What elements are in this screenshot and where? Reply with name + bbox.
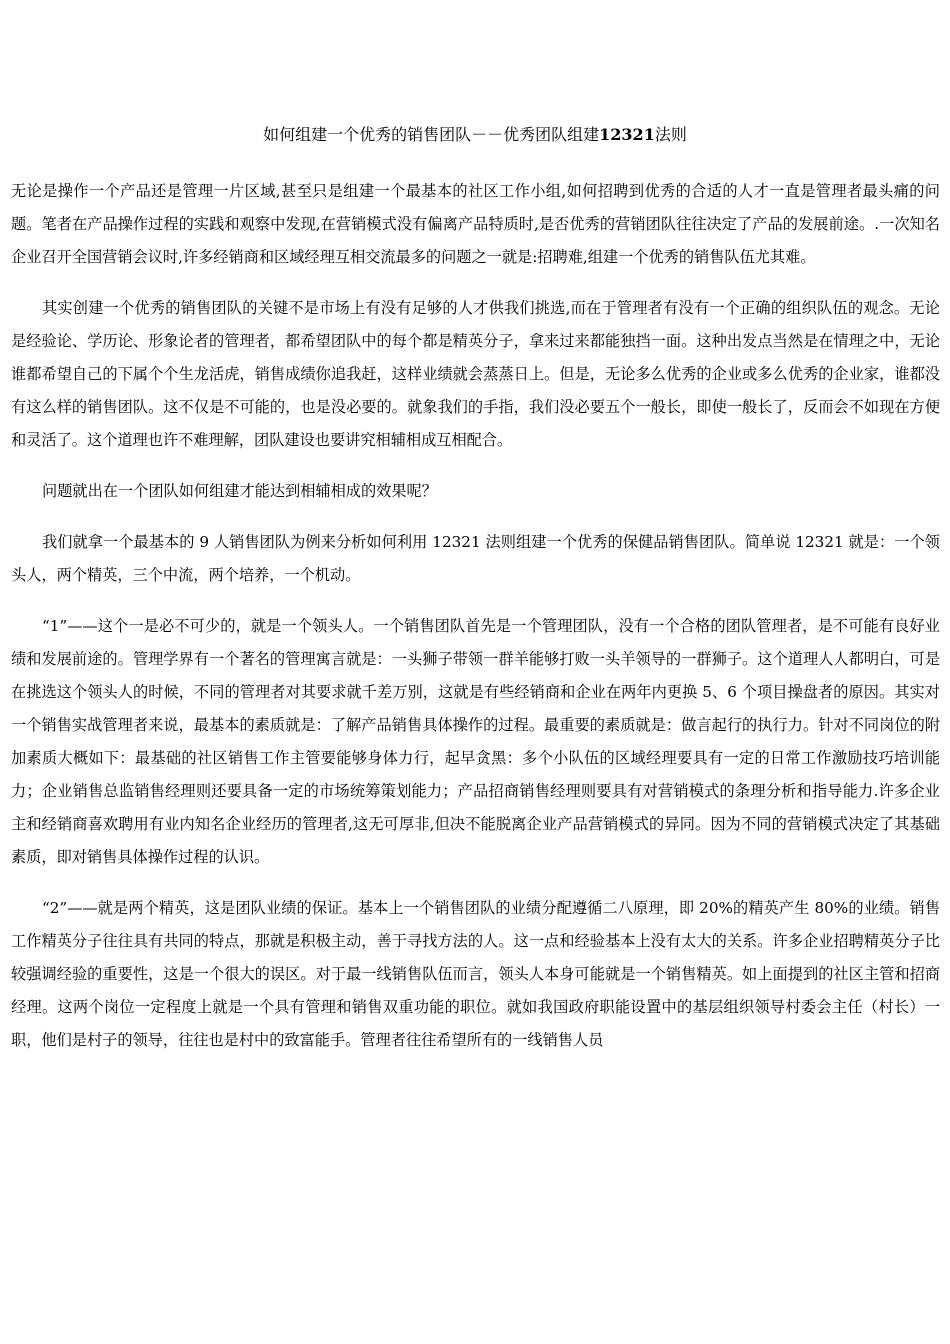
paragraph-rule-1: “1”——这个一是必不可少的，就是一个领头人。一个销售团队首先是一个管理团队，没有一个合格的团队管理者，是不可能有良好业绩和发展前途的。管理学界有一个著名的管理寓言就是：一头狮子带领一群羊能够打败一头羊领导的一群狮子。这个道理人人都明白，可是在挑选这个领头人的时候，不同的管理者对其要求就千差万别，这就是有些经销商和企业在两年内更换 5、6 个项目操盘者的原因。其实对一个销售实战管理者来说，最基本的素质就是：了解产品销售具体操作的过程。最重要的素质就是：做言起行的执行力。针对不同岗位的附加素质大概如下：最基础的社区销售工作主管要能够身体力行，起早贪黑：多个小队伍的区域经理要具有一定的日常工作激励技巧培训能力；企业销售总监销售经理则还要具备一定的市场统筹策划能力；产品招商销售经理则要具有对营销模式的条理分析和指导能力.许多企业主和经销商喜欢聘用有业内知名企业经历的管理者,这无可厚非,但决不能脱离企业产品营销模式的异同。因为不同的营销模式决定了其基础素质，即对销售具体操作过程的认识。 xyxy=(11,617,940,866)
title-prefix: 如何组建一个优秀的销售团队－－优秀团队组建 xyxy=(263,125,600,144)
title-suffix: 法则 xyxy=(654,125,687,144)
paragraph-12321-summary: 我们就拿一个最基本的 9 人销售团队为例来分析如何利用 12321 法则组建一个优秀的保健品销售团队。简单说 12321 就是：一个领头人，两个精英，三个中流，两个培养，一个机动。 xyxy=(11,533,940,584)
paragraph-team-concept: 其实创建一个优秀的销售团队的关键不是市场上有没有足够的人才供我们挑选,而在于管理者有没有一个正确的组织队伍的观念。无论是经验论、学历论、形象论者的管理者，都希望团队中的每个都是精英分子，拿来过来都能独挡一面。这种出发点当然是在情理之中，无论谁都希望自己的下属个个生龙活虎，销售成绩你追我赶，这样业绩就会蒸蒸日上。但是，无论多么优秀的企业或多么优秀的企业家，谁都没有这么样的销售团队。这不仅是不可能的，也是没必要的。就象我们的手指，我们没必要五个一般长，即使一般长了，反而会不如现在方便和灵活了。这个道理也许不难理解，团队建设也要讲究相辅相成互相配合。 xyxy=(11,299,940,449)
paragraph-intro: 无论是操作一个产品还是管理一片区域,甚至只是组建一个最基本的社区工作小组,如何招聘到优秀的合适的人才一直是管理者最头痛的问题。笔者在产品操作过程的实践和观察中发现,在营销模式没有偏离产品特质时,是否优秀的营销团队往往决定了产品的发展前途。.一次知名企业召开全国营销会议时,许多经销商和区域经理互相交流最多的问题之一就是:招聘难,组建一个优秀的销售队伍尤其难。 xyxy=(11,182,940,266)
paragraph-rule-2: “2”——就是两个精英，这是团队业绩的保证。基本上一个销售团队的业绩分配遵循二八原理，即 20%的精英产生 80%的业绩。销售工作精英分子往往具有共同的特点，那就是积极主动，善于寻找方法的人。这一点和经验基本上没有太大的关系。许多企业招聘精英分子比较强调经验的重要性，这是一个很大的误区。对于最一线销售队伍而言，领头人本身可能就是一个销售精英。如上面提到的社区主管和招商经理。这两个岗位一定程度上就是一个具有管理和销售双重功能的职位。就如我国政府职能设置中的基层组织领导村委会主任（村长）一职，他们是村子的领导，往往也是村中的致富能手。管理者往往希望所有的一线销售人员 xyxy=(11,899,940,1049)
paragraph-question: 问题就出在一个团队如何组建才能达到相辅相成的效果呢？ xyxy=(42,482,437,500)
document-title xyxy=(0,124,950,146)
document-body xyxy=(11,175,940,1075)
title-number: 12321 xyxy=(599,125,655,144)
